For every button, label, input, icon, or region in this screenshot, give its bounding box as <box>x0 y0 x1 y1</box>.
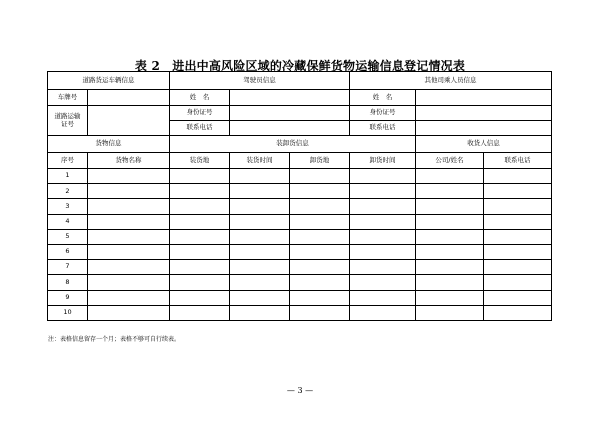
table-row <box>48 169 552 184</box>
section-vehicle-info: 道路货运车辆信息 <box>48 72 170 90</box>
row-cell[interactable] <box>170 260 230 275</box>
driver-id-label: 身份证号 <box>170 106 230 121</box>
row-cell[interactable] <box>350 305 416 320</box>
row-cell[interactable] <box>230 199 290 214</box>
col-header-contact-phone: 联系电话 <box>484 153 552 169</box>
row-cell[interactable] <box>230 305 290 320</box>
table-row <box>48 214 552 229</box>
row-cell[interactable] <box>350 169 416 184</box>
data-rows <box>48 169 552 321</box>
table-row <box>48 199 552 214</box>
row-number: 3 <box>48 199 88 214</box>
driver-name-label: 姓 名 <box>170 90 230 106</box>
row-cell[interactable] <box>88 199 170 214</box>
table-row <box>48 184 552 199</box>
row-cell[interactable] <box>290 244 350 259</box>
row-cell[interactable] <box>484 214 552 229</box>
row-number: 1 <box>48 169 88 184</box>
row-cell[interactable] <box>416 260 484 275</box>
row-cell[interactable] <box>230 229 290 244</box>
row-cell[interactable] <box>230 169 290 184</box>
plate-value-cell[interactable] <box>88 90 170 106</box>
row-cell[interactable] <box>350 275 416 290</box>
row-cell[interactable] <box>170 305 230 320</box>
row-cell[interactable] <box>290 260 350 275</box>
table-row <box>48 229 552 244</box>
row-number: 8 <box>48 275 88 290</box>
row-cell[interactable] <box>484 184 552 199</box>
table-title: 表 2 进出中高风险区域的冷藏保鲜货物运输信息登记情况表 <box>134 59 466 73</box>
row-cell[interactable] <box>484 290 552 305</box>
row-cell[interactable] <box>416 305 484 320</box>
row-cell[interactable] <box>290 290 350 305</box>
table-note: 注：表格信息留存一个月；表格不够可自行续表。 <box>48 336 181 343</box>
row-cell[interactable] <box>416 169 484 184</box>
page-number: — 3 — <box>286 386 314 395</box>
row-cell[interactable] <box>230 244 290 259</box>
registration-table <box>47 71 552 321</box>
row-cell[interactable] <box>484 275 552 290</box>
row-cell[interactable] <box>88 244 170 259</box>
row-cell[interactable] <box>484 260 552 275</box>
row-cell[interactable] <box>88 229 170 244</box>
row-cell[interactable] <box>416 229 484 244</box>
row-cell[interactable] <box>230 275 290 290</box>
row-number: 4 <box>48 214 88 229</box>
permit-value-cell[interactable] <box>88 106 170 136</box>
row-cell[interactable] <box>350 199 416 214</box>
col-header-company-name: 公司/姓名 <box>416 153 484 169</box>
row-cell[interactable] <box>290 305 350 320</box>
row-cell[interactable] <box>170 229 230 244</box>
row-cell[interactable] <box>230 184 290 199</box>
row-cell[interactable] <box>88 214 170 229</box>
permit-label <box>48 106 88 136</box>
row-cell[interactable] <box>350 260 416 275</box>
row-cell[interactable] <box>88 184 170 199</box>
row-cell[interactable] <box>484 244 552 259</box>
row-cell[interactable] <box>350 184 416 199</box>
row-cell[interactable] <box>290 275 350 290</box>
row-cell[interactable] <box>416 275 484 290</box>
row-cell[interactable] <box>416 290 484 305</box>
passenger-name-value-cell[interactable] <box>416 90 552 106</box>
row-cell[interactable] <box>416 244 484 259</box>
row-cell[interactable] <box>230 260 290 275</box>
passenger-phone-label: 联系电话 <box>350 121 416 136</box>
row-cell[interactable] <box>350 244 416 259</box>
row-number: 9 <box>48 290 88 305</box>
driver-phone-value-cell[interactable] <box>230 121 350 136</box>
row-cell[interactable] <box>350 229 416 244</box>
row-number: 7 <box>48 260 88 275</box>
permit-label-text: 道路运输证号 <box>54 112 81 128</box>
row-cell[interactable] <box>170 169 230 184</box>
passenger-phone-value-cell[interactable] <box>416 121 552 136</box>
row-cell[interactable] <box>416 184 484 199</box>
row-cell[interactable] <box>230 290 290 305</box>
row-cell[interactable] <box>484 169 552 184</box>
row-cell[interactable] <box>170 244 230 259</box>
row-cell[interactable] <box>350 214 416 229</box>
row-cell[interactable] <box>88 260 170 275</box>
passenger-name-label: 姓 名 <box>350 90 416 106</box>
section-passenger-info: 其他司乘人员信息 <box>350 72 552 90</box>
col-header-unload-place: 卸货地 <box>290 153 350 169</box>
driver-name-value-cell[interactable] <box>230 90 350 106</box>
row-cell[interactable] <box>88 275 170 290</box>
table-row <box>48 290 552 305</box>
col-header-load-place: 装货地 <box>170 153 230 169</box>
col-header-unload-time: 卸货时间 <box>350 153 416 169</box>
driver-phone-label: 联系电话 <box>170 121 230 136</box>
passenger-id-value-cell[interactable] <box>416 106 552 121</box>
driver-id-value-cell[interactable] <box>230 106 350 121</box>
row-cell[interactable] <box>170 275 230 290</box>
table-row <box>48 305 552 320</box>
row-number: 6 <box>48 244 88 259</box>
row-number: 2 <box>48 184 88 199</box>
row-cell[interactable] <box>290 184 350 199</box>
group-loading-info: 装卸货信息 <box>170 136 416 153</box>
row-number: 10 <box>48 305 88 320</box>
row-cell[interactable] <box>170 199 230 214</box>
table-row <box>48 260 552 275</box>
row-cell[interactable] <box>88 290 170 305</box>
section-driver-info: 驾驶员信息 <box>170 72 350 90</box>
row-cell[interactable] <box>230 214 290 229</box>
row-cell[interactable] <box>290 214 350 229</box>
col-header-cargo-name: 货物名称 <box>88 153 170 169</box>
row-cell[interactable] <box>88 169 170 184</box>
group-receiver-info: 收货人信息 <box>416 136 552 153</box>
row-cell[interactable] <box>290 199 350 214</box>
group-cargo-info: 货物信息 <box>48 136 170 153</box>
row-cell[interactable] <box>88 305 170 320</box>
row-cell[interactable] <box>484 305 552 320</box>
passenger-id-label: 身份证号 <box>350 106 416 121</box>
table-row <box>48 275 552 290</box>
col-header-seq: 序号 <box>48 153 88 169</box>
table-row <box>48 244 552 259</box>
col-header-load-time: 装货时间 <box>230 153 290 169</box>
row-number: 5 <box>48 229 88 244</box>
row-cell[interactable] <box>416 214 484 229</box>
row-cell[interactable] <box>170 184 230 199</box>
row-cell[interactable] <box>290 229 350 244</box>
plate-label: 车牌号 <box>48 90 88 106</box>
row-cell[interactable] <box>350 290 416 305</box>
row-cell[interactable] <box>416 199 484 214</box>
row-cell[interactable] <box>484 229 552 244</box>
row-cell[interactable] <box>290 169 350 184</box>
row-cell[interactable] <box>484 199 552 214</box>
row-cell[interactable] <box>170 214 230 229</box>
row-cell[interactable] <box>170 290 230 305</box>
